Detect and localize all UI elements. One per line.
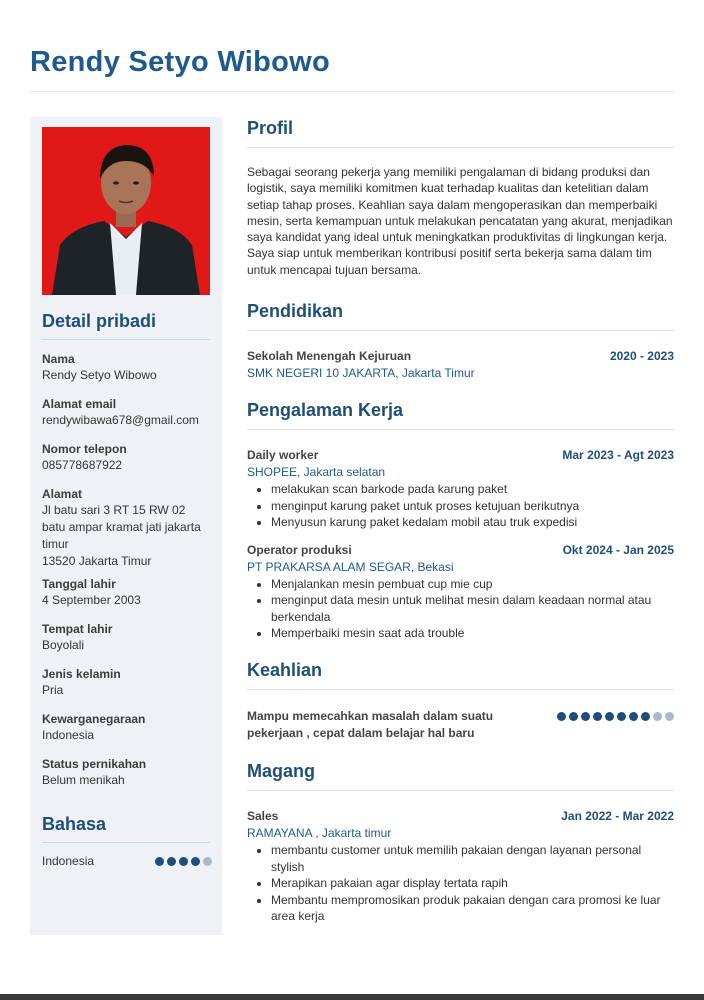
- rating-dot-filled: [605, 712, 614, 721]
- detail-label: Status pernikahan: [42, 757, 147, 771]
- education-entry: [247, 348, 674, 382]
- detail-gender: [42, 666, 214, 711]
- internship-company: RAMAYANA , Jakarta timur: [247, 826, 392, 840]
- rating-dot-filled: [155, 857, 164, 866]
- skill-item: [247, 708, 674, 742]
- detail-phone: [42, 441, 214, 486]
- rating-dot-empty: [203, 857, 212, 866]
- rating-dot-filled: [629, 712, 638, 721]
- internship-duties-list: [247, 842, 674, 925]
- bottom-edge-bar: [0, 994, 704, 1000]
- rating-dot-filled: [569, 712, 578, 721]
- list-item: • menginput data mesin untuk melihat mesin dalam keadaan normal atau berkendala: [271, 592, 674, 625]
- detail-email: [42, 396, 214, 441]
- detail-value: 085778687922: [42, 458, 123, 472]
- experience-entry: [247, 542, 674, 642]
- job-duties-list: [247, 576, 674, 642]
- job-company: SHOPEE, Jakarta selatan: [247, 465, 386, 479]
- rating-dot-filled: [557, 712, 566, 721]
- detail-value: Belum menikah: [42, 773, 125, 787]
- detail-value: Rendy Setyo Wibowo: [42, 368, 157, 382]
- detail-name: [42, 351, 214, 396]
- personal-details-list: [42, 351, 214, 801]
- rating-dot-empty: [653, 712, 662, 721]
- detail-nationality: [42, 711, 214, 756]
- skills-heading: Keahlian: [247, 660, 323, 680]
- skill-level-dots: [557, 712, 674, 721]
- profile-section: [247, 117, 674, 278]
- detail-value: 4 September 2003: [42, 593, 141, 607]
- list-item: • melakukan scan barkode pada karung paket: [271, 481, 674, 498]
- detail-value: rendywibawa678@gmail.com: [42, 413, 199, 427]
- profile-photo: [42, 127, 210, 295]
- list-item: • Membantu mempromosikan produk pakaian dengan cara promosi ke luar area kerja: [271, 892, 674, 925]
- rating-dot-empty: [665, 712, 674, 721]
- job-dates: Okt 2024 - Jan 2025: [562, 542, 674, 557]
- section-divider: [247, 689, 674, 690]
- resume-name: Rendy Setyo Wibowo: [30, 46, 330, 78]
- list-item: • menginput karung paket untuk proses ketujuan berikutnya: [271, 498, 674, 515]
- skills-section: [247, 659, 674, 742]
- education-section: [247, 300, 674, 382]
- internship-section: [247, 760, 674, 925]
- detail-label: Alamat: [42, 487, 83, 501]
- detail-value: Boyolali: [42, 638, 85, 652]
- rating-dot-filled: [617, 712, 626, 721]
- list-item: • Menyusun karung paket kedalam mobil atau truk expedisi: [271, 514, 674, 531]
- language-level-dots: [155, 857, 212, 866]
- profile-heading: Profil: [247, 118, 294, 138]
- detail-value: Jl batu sari 3 RT 15 RW 02 batu ampar kramat jati jakarta timur 13520 Jakarta Timur: [42, 503, 201, 568]
- detail-label: Tanggal lahir: [42, 577, 116, 591]
- rating-dot-filled: [191, 857, 200, 866]
- experience-section: [247, 399, 674, 642]
- list-item: • membantu customer untuk memilih pakaian dengan layanan personal stylish: [271, 842, 674, 875]
- job-role: Operator produksi: [247, 542, 352, 557]
- profile-summary: Sebagai seorang pekerja yang memiliki pengalaman di bidang produksi dan logistik, saya memiliki komitmen kuat terhadap kualitas dan ketelitian dalam setiap tahap proses. Keahlian saya dalam mengoperasikan dan memperbaiki mesin, serta kemampuan untuk melakukan pencatatan yang akurat, menjadikan saya kandidat yang ideal untuk meningkatkan produktivitas di lingkungan kerja. Saya siap untuk memberikan kontribusi positif serta bekerja sama dalam tim untuk mencapai tujuan bersama.: [247, 165, 673, 277]
- detail-value: Pria: [42, 683, 64, 697]
- rating-dot-filled: [641, 712, 650, 721]
- education-school: SMK NEGERI 10 JAKARTA, Jakarta Timur: [247, 366, 475, 380]
- rating-dot-filled: [167, 857, 176, 866]
- detail-label: Tempat lahir: [42, 622, 113, 636]
- job-company: PT PRAKARSA ALAM SEGAR, Bekasi: [247, 559, 454, 574]
- sidebar: [30, 117, 222, 935]
- language-heading: Bahasa: [42, 814, 107, 834]
- detail-label: Kewarganegaraan: [42, 712, 146, 726]
- job-duties-list: [247, 481, 674, 531]
- language-divider: [42, 842, 210, 843]
- personal-details-divider: [42, 339, 210, 340]
- section-divider: [247, 147, 674, 148]
- skill-name: Mampu memecahkan masalah dalam suatu pekerjaan , cepat dalam belajar hal baru: [247, 709, 494, 740]
- title-divider: [30, 91, 674, 92]
- list-item: • Merapikan pakaian agar display tertata rapih: [271, 875, 674, 892]
- language-item: [42, 854, 212, 868]
- personal-details-heading: Detail pribadi: [42, 311, 157, 331]
- experience-heading: Pengalaman Kerja: [247, 400, 404, 420]
- internship-role: Sales: [247, 809, 279, 823]
- detail-label: Jenis kelamin: [42, 667, 121, 681]
- detail-label: Alamat email: [42, 397, 117, 411]
- job-dates: Mar 2023 - Agt 2023: [562, 448, 674, 462]
- rating-dot-filled: [179, 857, 188, 866]
- job-role: Daily worker: [247, 448, 319, 462]
- list-item: • Menjalankan mesin pembuat cup mie cup: [271, 576, 674, 593]
- education-heading: Pendidikan: [247, 301, 344, 321]
- internship-entry: [247, 808, 674, 925]
- education-dates: 2020 - 2023: [609, 349, 674, 363]
- internship-dates: Jan 2022 - Mar 2022: [561, 809, 674, 823]
- detail-birth-place: [42, 621, 214, 666]
- detail-birth-date: [42, 576, 214, 621]
- detail-label: Nomor telepon: [42, 442, 127, 456]
- section-divider: [247, 330, 674, 331]
- detail-label: Nama: [42, 352, 75, 366]
- language-name: Indonesia: [42, 854, 95, 868]
- list-item: • Memperbaiki mesin saat ada trouble: [271, 625, 674, 642]
- rating-dot-filled: [581, 712, 590, 721]
- experience-entry: [247, 447, 674, 531]
- detail-value: Indonesia: [42, 728, 95, 742]
- section-divider: [247, 790, 674, 791]
- education-degree: Sekolah Menengah Kejuruan: [247, 349, 412, 363]
- section-divider: [247, 429, 674, 430]
- internship-heading: Magang: [247, 761, 316, 781]
- detail-marital-status: [42, 756, 214, 801]
- rating-dot-filled: [593, 712, 602, 721]
- detail-address: [42, 486, 214, 576]
